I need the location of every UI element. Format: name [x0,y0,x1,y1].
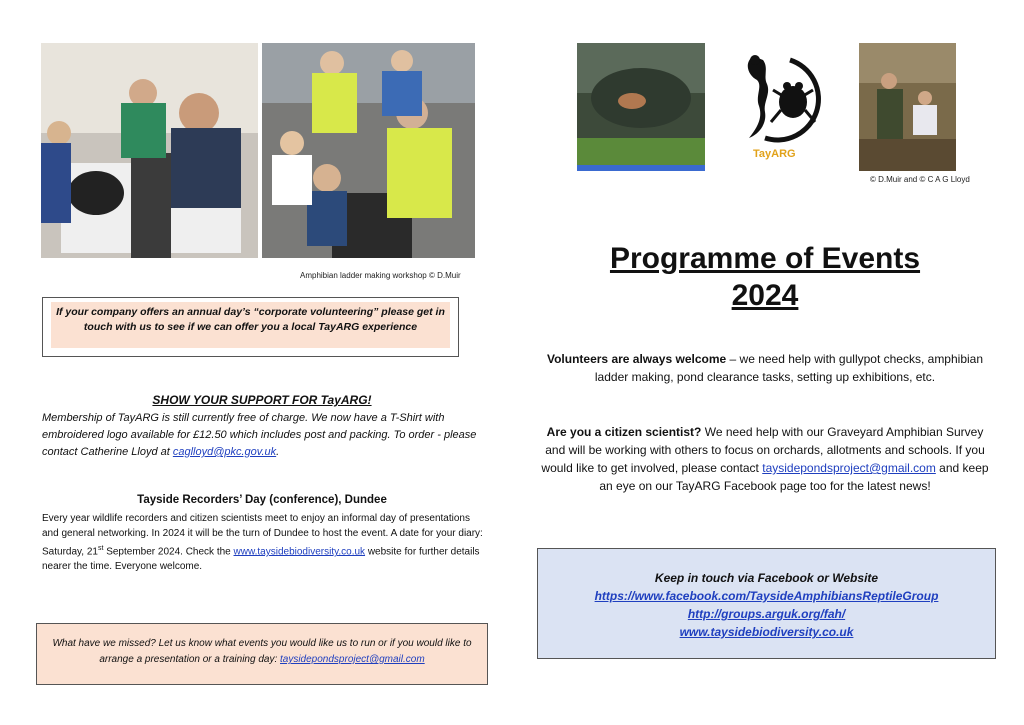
corporate-volunteering-box [42,297,459,357]
keep-in-touch-heading: Keep in touch via Facebook or Website [654,571,879,585]
support-body [42,410,487,461]
page-title [560,240,970,314]
arguk-link[interactable]: http://groups.arguk.org/fah/ [687,607,846,621]
logo-text: TayARG [753,148,796,160]
recorders-body [42,511,487,574]
citizen-text: We need help with our Graveyard Amphibian Survey and will be working with others to focus on orchards, allotments and schools. If you would like to get involved, please contact [541,425,985,475]
support-end: . [276,446,280,458]
facebook-link[interactable]: https://www.facebook.com/TaysideAmphibiansReptileGroup [594,589,939,603]
photo-gullypot [577,43,705,171]
recorders-text-1: Every year wildlife recorders and citizen scientists meet to enjoy an informal day of presentations and general networking. In 2024 it will be the turn of Dundee to host the event. A date for your diary: Saturday, 21 [42,513,483,558]
recorders-text-3: website for further details nearer the time. Everyone welcome. [42,546,480,573]
tayarg-logo [735,50,825,150]
citizen-paragraph [540,423,990,495]
support-title: SHOW YOUR SUPPORT FOR TayARG! [152,393,372,407]
title-line-2: 2024 [731,279,799,312]
biodiversity-link[interactable]: www.taysidebiodiversity.co.uk [679,625,854,639]
recorders-sup: st [97,545,104,552]
citizen-bold: Are you a citizen scientist? [546,425,702,439]
missed-text: What have we missed? Let us know what events you would like us to run or if you would like to arrange a presentation or a training day: [52,638,472,665]
recorders-text-2: September 2024. Check the [103,546,234,558]
volunteers-bold: Volunteers are always welcome [546,352,727,366]
citizen-email-link[interactable]: taysidepondsproject@gmail.com [762,461,936,475]
missed-box [36,623,488,685]
volunteers-text: – we need help with gullypot checks, amphibian ladder making, pond clearance tasks, setting up exhibitions, etc. [594,352,984,384]
recorders-website-link[interactable]: www.taysidebiodiversity.co.uk [233,546,366,558]
photo-ladder-workshop-right [262,43,475,258]
support-email-link[interactable]: caglloyd@pkc.gov.uk [172,446,277,458]
photo-caption: Amphibian ladder making workshop © D.Muir [300,271,461,280]
title-line-1: Programme of Events [609,242,921,275]
recorders-title: Tayside Recorders’ Day (conference), Dundee [137,494,387,506]
citizen-text-2: and keep an eye on our TayARG Facebook page too for the latest news! [599,461,989,493]
photo-pond-clearance [859,43,956,171]
photo-credit: © D.Muir and © C A G Lloyd [870,175,970,184]
photo-ladder-workshop-left [41,43,258,258]
corporate-volunteering-text: If your company offers an annual day’s “corporate volunteering” please get in touch with us to see if we can offer you a local TayARG experience [51,302,450,348]
keep-in-touch-box [537,548,996,659]
support-text: Membership of TayARG is still currently free of charge. We now have a T-Shirt with embroidered logo available for £12.50 which includes post and packing. To order - please contact Catherine Lloyd at [42,412,477,458]
missed-email-link[interactable]: taysidepondsproject@gmail.com [280,654,425,665]
volunteers-paragraph [545,350,985,386]
